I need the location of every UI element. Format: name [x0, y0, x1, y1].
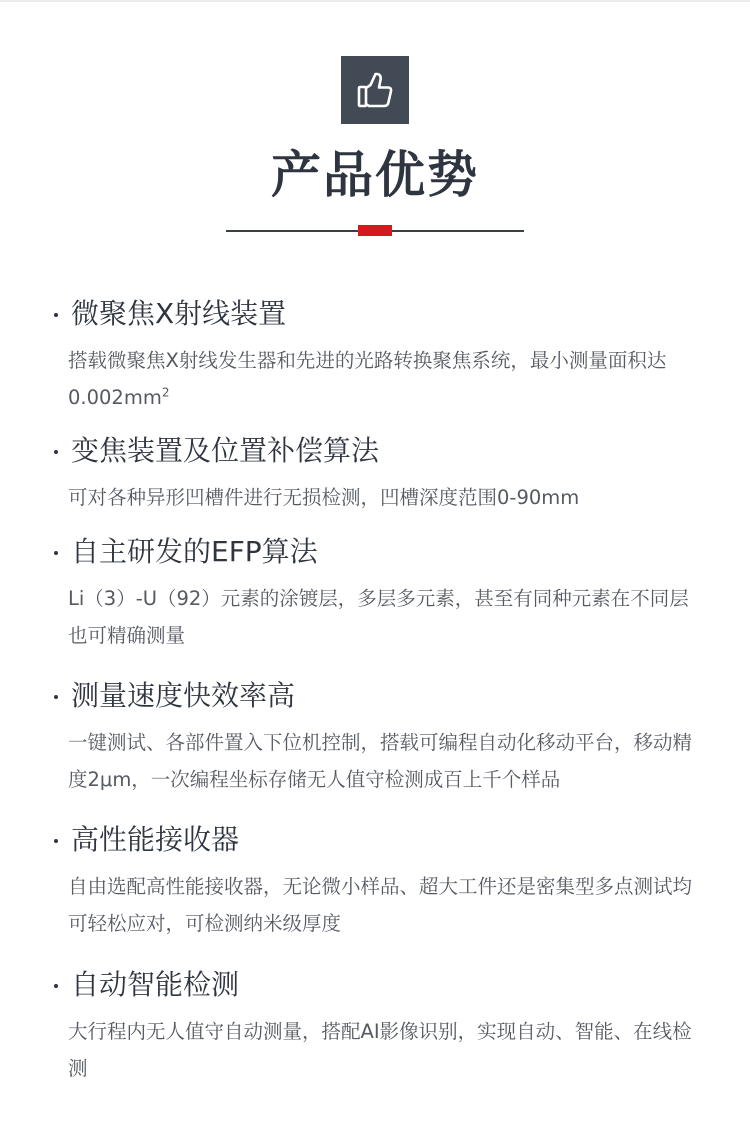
feature-description [54, 580, 698, 654]
feature-item [54, 676, 704, 798]
feature-item [54, 820, 704, 942]
feature-title [54, 294, 704, 334]
feature-description [54, 868, 698, 942]
thumbs-up-icon [355, 70, 395, 110]
title-divider-accent [358, 225, 392, 236]
bullet-dot [54, 695, 58, 699]
feature-title [54, 965, 704, 1005]
feature-description-text: 可对各种异形凹槽件进行无损检测，凹槽深度范围0-90mm [68, 486, 580, 509]
feature-title [54, 431, 704, 471]
feature-description [54, 724, 698, 798]
feature-description-text: 搭载微聚焦X射线发生器和先进的光路转换聚焦系统，最小测量面积达0.002mm [68, 349, 667, 409]
thumbs-up-icon-box [341, 56, 409, 124]
feature-title-text: 自动智能检测 [71, 968, 240, 1001]
bullet-dot [54, 551, 58, 555]
feature-description-text: 自由选配高性能接收器，无论微小样品、超大工件还是密集型多点测试均可轻松应对，可检测纳米级厚度 [68, 875, 693, 935]
bullet-dot [54, 313, 58, 317]
feature-title-text: 自主研发的EFP算法 [71, 535, 318, 568]
bullet-dot [54, 450, 58, 454]
feature-description [54, 479, 698, 516]
feature-title [54, 820, 704, 860]
feature-description [54, 1013, 698, 1087]
feature-title [54, 676, 704, 716]
feature-description-text: 一键测试、各部件置入下位机控制，搭载可编程自动化移动平台，移动精度2μm，一次编程坐标存储无人值守检测成百上千个样品 [68, 731, 693, 791]
feature-description-text: Li（3）-U（92）元素的涂镀层，多层多元素，甚至有同种元素在不同层也可精确测量 [68, 587, 689, 647]
feature-item [54, 431, 704, 516]
top-border [0, 0, 750, 2]
feature-item [54, 294, 704, 416]
feature-title-text: 高性能接收器 [71, 823, 240, 856]
feature-title-text: 变焦装置及位置补偿算法 [71, 434, 380, 467]
page-title: 产品优势 [271, 146, 479, 204]
bullet-dot [54, 984, 58, 988]
feature-description [54, 342, 698, 416]
feature-title-text: 测量速度快效率高 [71, 679, 296, 712]
bullet-dot [54, 839, 58, 843]
feature-item [54, 965, 704, 1087]
feature-item [54, 532, 704, 654]
superscript: 2 [161, 385, 170, 400]
feature-title [54, 532, 704, 572]
feature-title-text: 微聚焦X射线装置 [71, 297, 287, 330]
feature-description-text: 大行程内无人值守自动测量，搭配AI影像识别，实现自动、智能、在线检测 [68, 1020, 692, 1080]
